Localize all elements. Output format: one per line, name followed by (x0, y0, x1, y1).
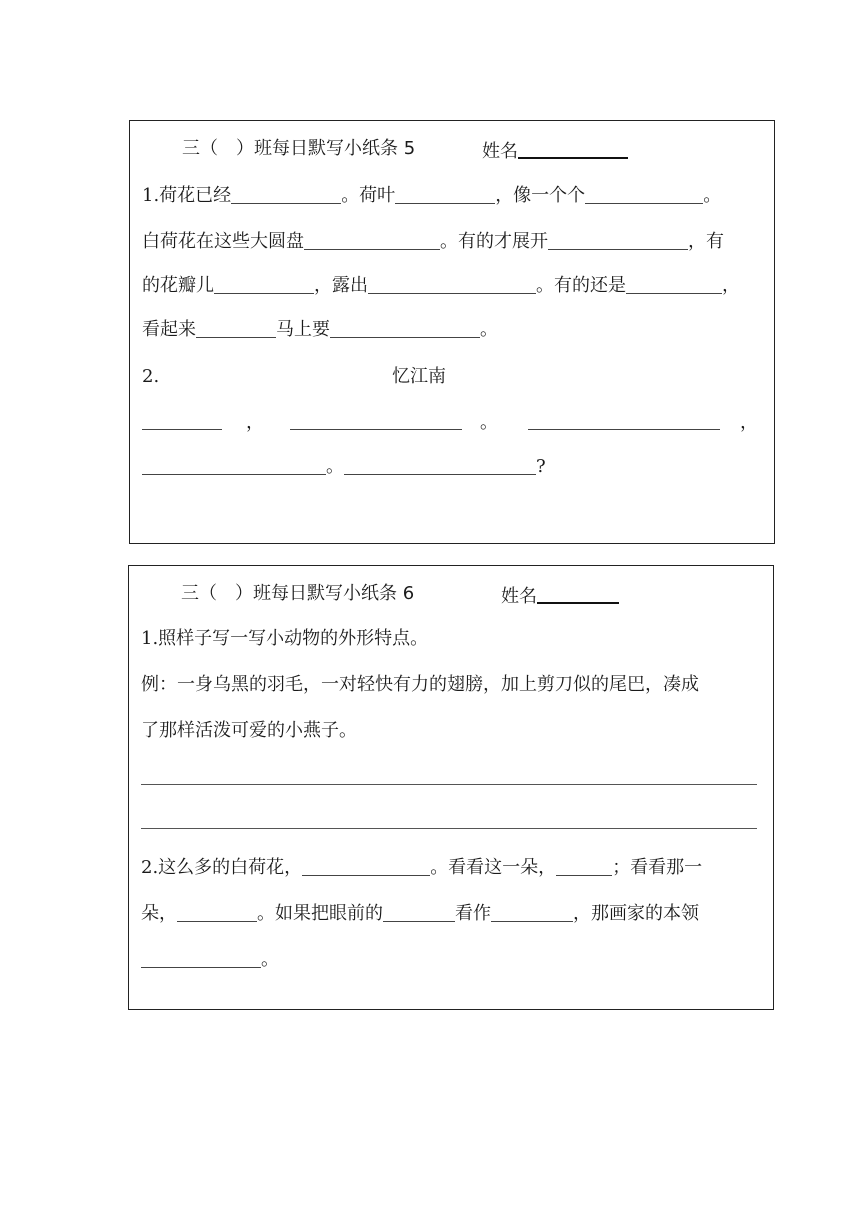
poem-blank[interactable] (142, 411, 222, 430)
answer-blank[interactable] (177, 903, 257, 922)
poem-blank[interactable] (344, 456, 536, 475)
q1-line-3: 的花瓣儿 ，露出 。有的还是 ， (142, 275, 740, 296)
poem-blank[interactable] (290, 411, 462, 430)
name-blank[interactable] (537, 582, 619, 604)
answer-blank[interactable] (383, 903, 455, 922)
answer-blank[interactable] (330, 319, 480, 338)
q2-number: 2. (142, 366, 160, 387)
name-blank[interactable] (518, 137, 628, 159)
dictation-slip-6 (128, 565, 774, 1010)
poem-blank[interactable] (142, 456, 326, 475)
slip-title: 三（ ）班每日默写小纸条 5 (182, 138, 416, 159)
answer-blank[interactable] (556, 857, 612, 876)
answer-blank[interactable] (395, 185, 495, 204)
answer-blank[interactable] (585, 185, 703, 204)
dictation-slip-5: 三（ ）班每日默写小纸条 5 姓名 1.荷花已经 。荷叶 ，像一个个 。 白荷花在这些大圆盘 。有的才展开 ，有 的花瓣儿 ，露出 。有的还是 ， 看起来 马上要 。 2. 忆江南 ， 。 ， 。 ? (129, 120, 775, 544)
slip-title: 三（ ）班每日默写小纸条 6 (181, 583, 415, 604)
poem-blank[interactable] (528, 411, 720, 430)
q1-example-line-2: 了那样活泼可爱的小燕子。 (141, 720, 357, 741)
writing-rule-1[interactable] (141, 784, 757, 785)
answer-blank[interactable] (231, 185, 341, 204)
q2-line-3: 。 (141, 948, 763, 972)
answer-blank[interactable] (214, 275, 314, 294)
q1-line-1: 1.荷花已经 。荷叶 ，像一个个 。 (142, 185, 722, 206)
answer-blank[interactable] (491, 903, 573, 922)
q1-line-2: 白荷花在这些大圆盘 。有的才展开 ，有 (142, 231, 724, 252)
answer-blank[interactable] (304, 231, 440, 250)
name-label: 姓名 (482, 137, 628, 164)
answer-blank[interactable] (548, 231, 688, 250)
name-label: 姓名 (501, 582, 619, 609)
q1-example-line-1: 例：一身乌黑的羽毛，一对轻快有力的翅膀，加上剪刀似的尾巴，凑成 (141, 674, 699, 695)
answer-blank[interactable] (368, 275, 536, 294)
q1-prompt: 1.照样子写一写小动物的外形特点。 (141, 628, 429, 649)
answer-blank[interactable] (626, 275, 722, 294)
answer-blank[interactable] (302, 857, 430, 876)
writing-rule-2[interactable] (141, 828, 757, 829)
poem-title: 忆江南 (392, 366, 446, 387)
answer-blank[interactable] (141, 949, 261, 968)
q2-line-1: 2.这么多的白荷花， 。看看这一朵， ；看看那一 (141, 857, 703, 878)
answer-blank[interactable] (196, 319, 276, 338)
poem-line-2: 。 ? (142, 455, 764, 479)
q2-line-2: 朵， 。如果把眼前的 看作 ，那画家的本领 (141, 903, 699, 924)
q1-line-4: 看起来 马上要 。 (142, 319, 498, 340)
